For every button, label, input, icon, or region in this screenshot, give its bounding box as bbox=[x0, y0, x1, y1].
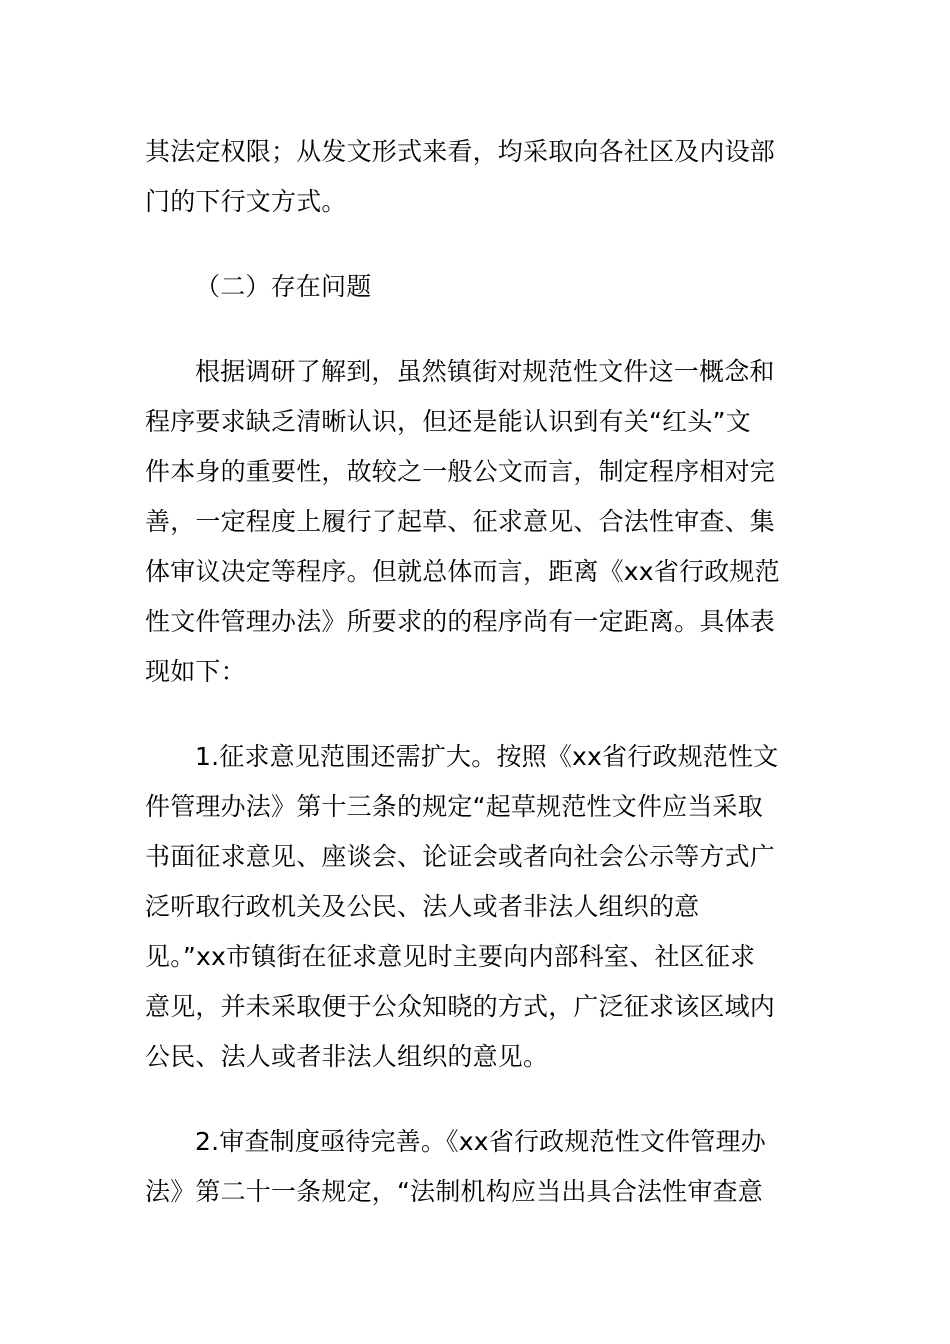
paragraph-line: 书面征求意见、座谈会、论证会或者向社会公示等方式广 bbox=[145, 842, 776, 871]
section-heading: （二）存在问题 bbox=[195, 272, 372, 301]
paragraph-line: 门的下行文方式。 bbox=[145, 187, 347, 216]
paragraph-line: 其法定权限；从发文形式来看，均采取向各社区及内设部 bbox=[145, 137, 776, 166]
paragraph-line: 件管理办法》第十三条的规定“起草规范性文件应当采取 bbox=[145, 792, 763, 821]
paragraph-line: 善，一定程度上履行了起草、征求意见、合法性审查、集 bbox=[145, 507, 776, 536]
paragraph-line: 现如下： bbox=[145, 657, 246, 686]
paragraph-line: 见。”xx市镇街在征求意见时主要向内部科室、社区征求 bbox=[145, 942, 756, 971]
paragraph-line: 公民、法人或者非法人组织的意见。 bbox=[145, 1042, 549, 1071]
paragraph-line: 泛听取行政机关及公民、法人或者非法人组织的意 bbox=[145, 892, 700, 921]
paragraph-line: 意见，并未采取便于公众知晓的方式，广泛征求该区域内 bbox=[145, 992, 776, 1021]
paragraph-line: 性文件管理办法》所要求的的程序尚有一定距离。具体表 bbox=[145, 607, 776, 636]
paragraph-line: 程序要求缺乏清晰认识，但还是能认识到有关“红头”文 bbox=[145, 407, 751, 436]
paragraph-line: 1.征求意见范围还需扩大。按照《xx省行政规范性文 bbox=[195, 742, 779, 771]
paragraph-line: 法》第二十一条规定，“法制机构应当出具合法性审查意 bbox=[145, 1177, 763, 1206]
paragraph-line: 件本身的重要性，故较之一般公文而言，制定程序相对完 bbox=[145, 457, 776, 486]
paragraph-line: 2.审查制度亟待完善。《xx省行政规范性文件管理办 bbox=[195, 1127, 766, 1156]
paragraph-line: 根据调研了解到，虽然镇街对规范性文件这一概念和 bbox=[195, 357, 775, 386]
paragraph-line: 体审议决定等程序。但就总体而言，距离《xx省行政规范 bbox=[145, 557, 780, 586]
